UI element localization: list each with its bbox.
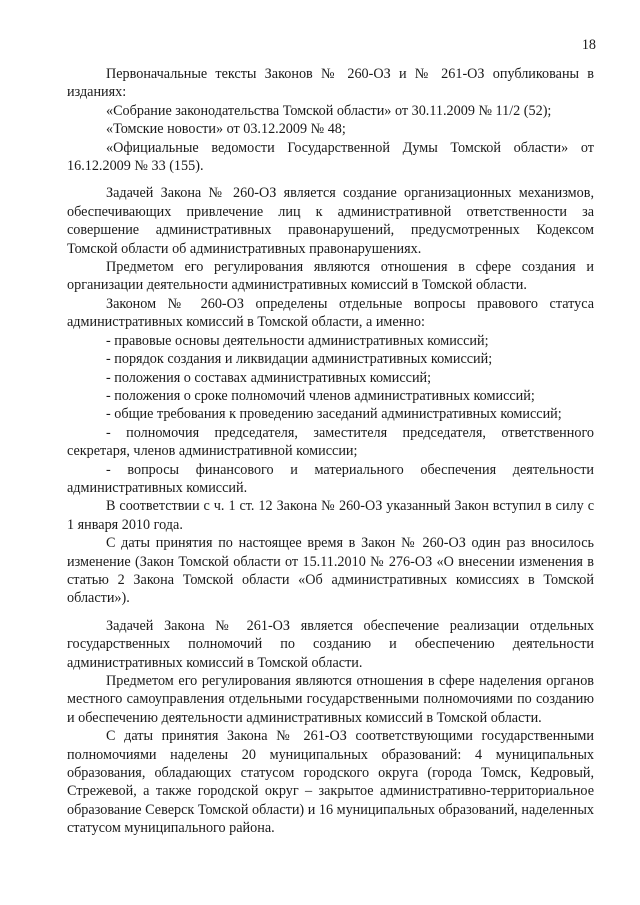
paragraph-gap (67, 175, 594, 184)
list-item: - вопросы финансового и материального обеспечения деятельности административных комиссий. (67, 461, 594, 496)
paragraph-law-260-scope: Законом № 260-ОЗ определены отдельные вопросы правового статуса административных комиссий в Томской области, а именно: (67, 295, 594, 331)
paragraph-gap (67, 608, 594, 617)
paragraph-publication-intro: Первоначальные тексты Законов № 260-ОЗ и № 261-ОЗ опубликованы в изданиях: (67, 66, 594, 101)
document-body (67, 65, 594, 838)
paragraph-law-261-subject: Предметом его регулирования являются отношения в сфере наделения органов местного самоуправления отдельными государственными полномочиями по созданию и обеспечению деятельности административных комиссий в Томской области. (67, 673, 594, 726)
paragraph-law-260-effective: В соответствии с ч. 1 ст. 12 Закона № 260-ОЗ указанный Закон вступил в силу с 1 января 2010 года. (67, 498, 594, 533)
paragraph-law-260-purpose: Задачей Закона № 260-ОЗ является создание организационных механизмов, обеспечивающих привлечение лиц к административной ответственности за совершение административных правонарушений, предусмотренных Кодексом Томской области об административных правонарушениях. (67, 185, 594, 257)
paragraph-law-260-amendments: С даты принятия по настоящее время в Закон № 260-ОЗ один раз вносилось изменение (Закон Томской области от 15.11.2010 № 276-ОЗ «О внесении изменения в статью 2 Закона Томской области «Об административных комиссиях в Томской области»). (67, 535, 594, 607)
publication-item: «Томские новости» от 03.12.2009 № 48; (106, 121, 346, 138)
list-item: - порядок создания и ликвидации административных комиссий; (106, 351, 493, 368)
publication-item: «Официальные ведомости Государственной Думы Томской области» от 16.12.2009 № 33 (155). (67, 139, 594, 175)
paragraph-law-261-purpose: Задачей Закона № 261-ОЗ является обеспечение реализации отдельных государственных полномочий по созданию и обеспечению деятельности административных комиссий в Томской области. (67, 617, 594, 671)
paragraph-law-260-subject: Предметом его регулирования являются отношения в сфере создания и организации деятельности административных комиссий в Томской области. (67, 259, 594, 294)
page-number: 18 (581, 37, 596, 53)
list-item: - правовые основы деятельности административных комиссий; (106, 332, 489, 349)
list-item: - общие требования к проведению заседаний административных комиссий; (106, 406, 562, 423)
list-item: - положения о сроке полномочий членов административных комиссий; (106, 387, 535, 404)
publication-item: «Собрание законодательства Томской области» от 30.11.2009 № 11/2 (52); (106, 102, 552, 119)
list-item: - полномочия председателя, заместителя председателя, ответственного секретаря, членов административной комиссии; (67, 424, 594, 460)
paragraph-law-261-municipalities: С даты принятия Закона № 261-ОЗ соответствующими государственными полномочиями наделены 20 муниципальных образований: 4 муниципальных образования, обладающих статусом городского округа (города Томск, Кедровый, Стрежевой, а также городской округ – закрытое административно-территориальное образование Северск Томской области) и 16 муниципальных образований, наделенных статусом муниципального района. (67, 728, 594, 837)
list-item: - положения о составах административных комиссий; (106, 369, 432, 386)
